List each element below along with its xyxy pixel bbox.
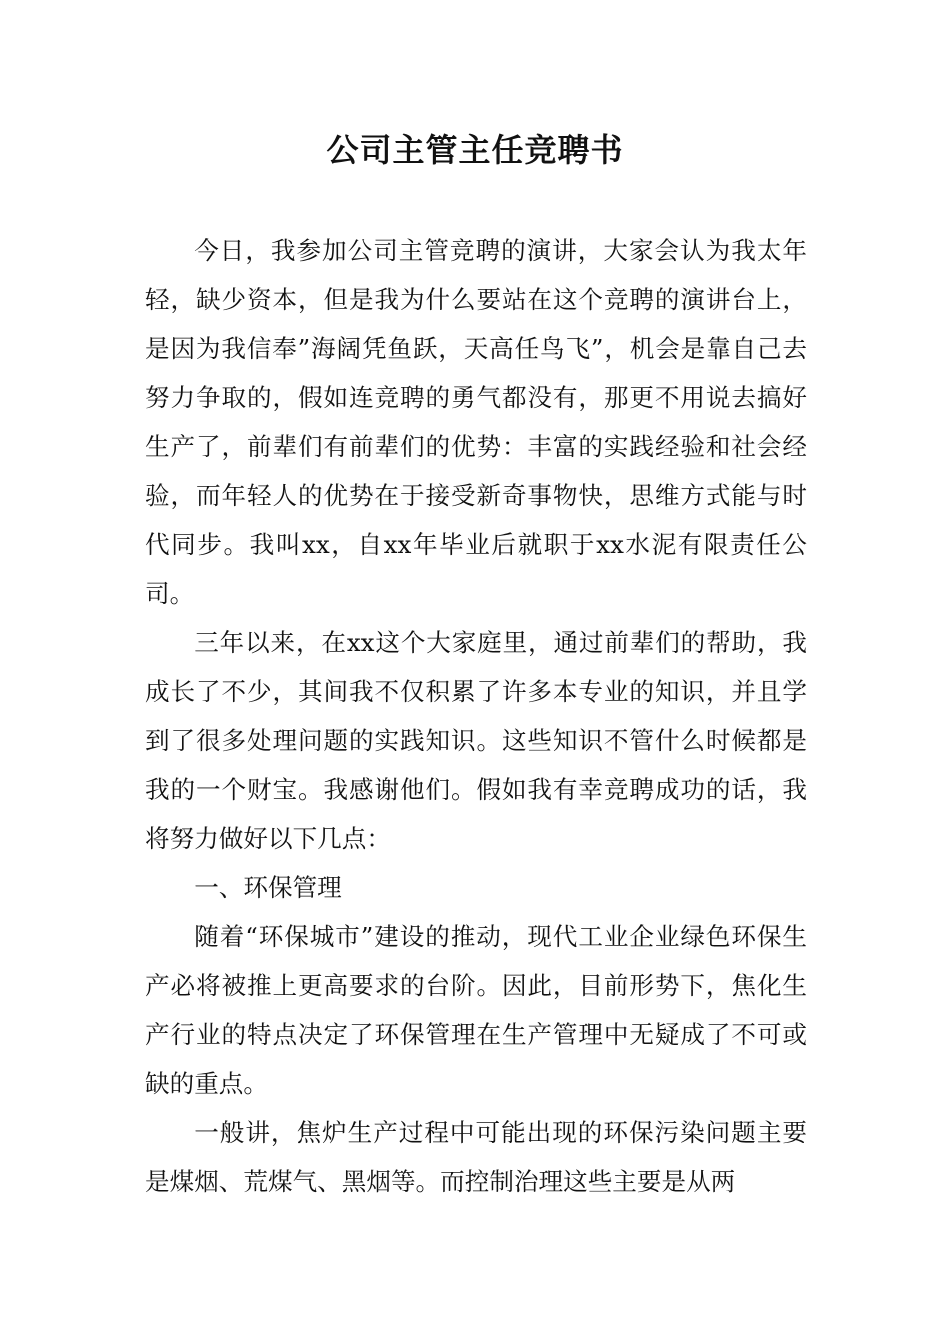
paragraph-environmental: 随着“环保城市”建设的推动，现代工业企业绿色环保生产必将被推上更高要求的台阶。因此，目前形势下，焦化生产行业的特点决定了环保管理在生产管理中无疑成了不可或缺的重点。 bbox=[145, 922, 807, 1098]
paragraph-pollution: 一般讲，焦炉生产过程中可能出现的环保污染问题主要是煤烟、荒煤气、黑烟等。而控制治理这些主要是从两 bbox=[145, 1118, 807, 1196]
document-title: 公司主管主任竞聘书 bbox=[326, 131, 624, 169]
section-heading-environmental: 一、环保管理 bbox=[194, 873, 342, 902]
paragraph-experience: 三年以来，在xx这个大家庭里，通过前辈们的帮助，我成长了不少，其间我不仅积累了许多本专业的知识，并且学到了很多处理问题的实践知识。这些知识不管什么时候都是我的一个财宝。我感谢他们。假如我有幸竞聘成功的话，我将努力做好以下几点： bbox=[145, 628, 807, 853]
paragraph-intro: 今日，我参加公司主管竞聘的演讲，大家会认为我太年轻，缺少资本，但是我为什么要站在这个竞聘的演讲台上，是因为我信奉”海阔凭鱼跃，天高任鸟飞”，机会是靠自己去努力争取的，假如连竞聘的勇气都没有，那更不用说去搞好生产了，前辈们有前辈们的优势：丰富的实践经验和社会经验，而年轻人的优势在于接受新奇事物快，思维方式能与时代同步。我叫xx，自xx年毕业后就职于xx水泥有限责任公司。 bbox=[145, 236, 807, 608]
document-body bbox=[145, 226, 807, 1206]
